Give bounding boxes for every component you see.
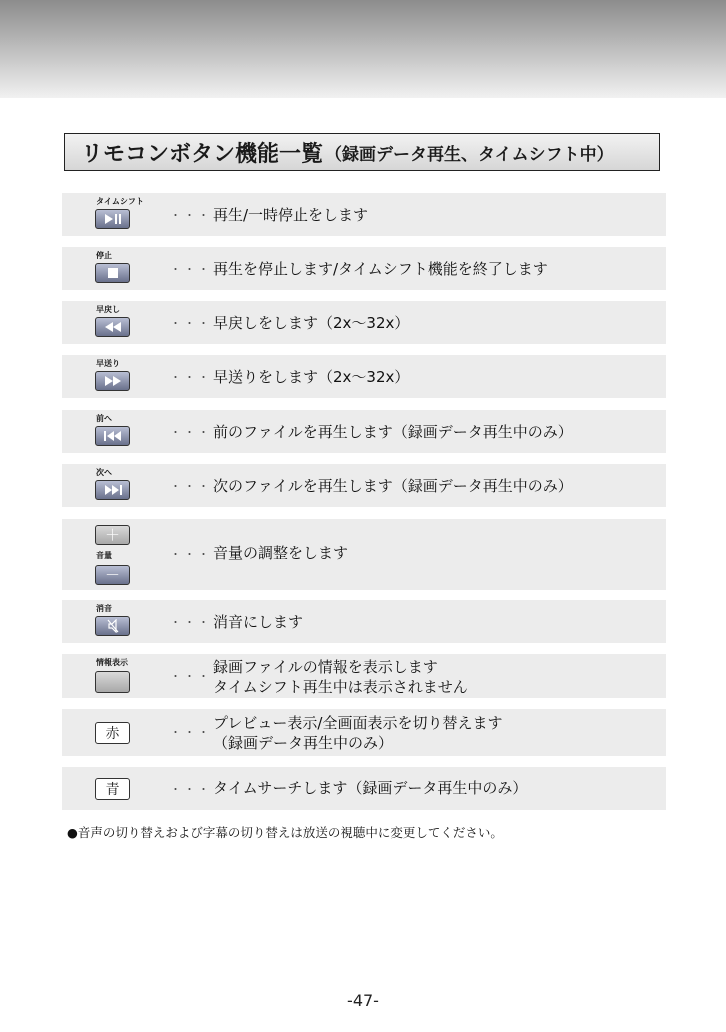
description: 消音にします [213, 613, 304, 631]
description: 前のファイルを再生します（録画データ再生中のみ） [213, 423, 573, 441]
leader-dots: ・・・ [170, 371, 212, 384]
skip-previous-icon [102, 430, 124, 442]
skip-next-icon [102, 484, 124, 496]
description: 再生/一時停止をします [213, 206, 369, 224]
description: 次のファイルを再生します（録画データ再生中のみ） [213, 477, 573, 495]
page-title [64, 133, 660, 171]
description-line-1: プレビュー表示/全画面表示を切り替えます [213, 714, 503, 732]
red-button-label: 赤 [105, 726, 120, 742]
list-item [62, 410, 666, 453]
list-item [62, 519, 666, 590]
next-button [95, 480, 130, 500]
minus-icon: － [104, 565, 120, 584]
description: 早送りをします（2x～32x） [213, 368, 410, 386]
leader-dots: ・・・ [170, 783, 212, 796]
list-item [62, 247, 666, 290]
leader-dots: ・・・ [170, 263, 212, 276]
list-item [62, 464, 666, 507]
rewind-icon [102, 321, 124, 333]
volume-down-button [95, 565, 130, 585]
footnote: ●音声の切り替えおよび字幕の切り替えは放送の視聴中に変更してください。 [67, 825, 503, 840]
stop-button [95, 263, 130, 283]
button-label: タイムシフト [96, 197, 144, 206]
fast-forward-icon [102, 375, 124, 387]
blue-button [95, 778, 130, 800]
leader-dots: ・・・ [170, 209, 212, 222]
description-line-2: タイムシフト再生中は表示されません [213, 678, 468, 696]
title-sub: （録画データ再生、タイムシフト中） [325, 144, 614, 165]
leader-dots: ・・・ [170, 317, 212, 330]
title-main: リモコンボタン機能一覧 [81, 141, 324, 167]
header-band [0, 0, 726, 98]
mute-button [95, 616, 130, 636]
button-label: 次へ [96, 468, 112, 477]
previous-button [95, 426, 130, 446]
button-label: 早戻し [96, 305, 120, 314]
red-button [95, 722, 130, 744]
play-pause-icon [102, 213, 124, 225]
page-number: -47- [347, 991, 379, 1010]
description: 音量の調整をします [213, 544, 349, 562]
blue-button-label: 青 [105, 782, 120, 798]
stop-icon [102, 267, 124, 279]
leader-dots: ・・・ [170, 616, 212, 629]
description-line-1: 録画ファイルの情報を表示します [213, 658, 438, 676]
list-item [62, 709, 666, 756]
leader-dots: ・・・ [170, 726, 212, 739]
description: タイムサーチします（録画データ再生中のみ） [213, 779, 528, 797]
mute-icon [102, 619, 124, 633]
button-label: 消音 [96, 604, 112, 613]
plus-icon: ＋ [104, 525, 120, 544]
button-label: 停止 [96, 251, 112, 260]
list-item [62, 654, 666, 698]
button-label: 音量 [96, 551, 112, 560]
volume-up-button [95, 525, 130, 545]
leader-dots: ・・・ [170, 548, 212, 561]
leader-dots: ・・・ [170, 670, 212, 683]
description: 再生を停止します/タイムシフト機能を終了します [213, 260, 548, 278]
list-item [62, 193, 666, 236]
play-pause-button [95, 209, 130, 229]
button-label: 前へ [96, 414, 112, 423]
list-item [62, 767, 666, 810]
description: 早戻しをします（2x～32x） [213, 314, 410, 332]
description-line-2: （録画データ再生中のみ） [213, 734, 394, 752]
info-button [95, 671, 130, 693]
list-item [62, 301, 666, 344]
button-label: 早送り [96, 359, 120, 368]
leader-dots: ・・・ [170, 426, 212, 439]
leader-dots: ・・・ [170, 480, 212, 493]
fast-forward-button [95, 371, 130, 391]
rewind-button [95, 317, 130, 337]
list-item [62, 355, 666, 398]
button-label: 情報表示 [96, 658, 128, 667]
list-item [62, 600, 666, 643]
